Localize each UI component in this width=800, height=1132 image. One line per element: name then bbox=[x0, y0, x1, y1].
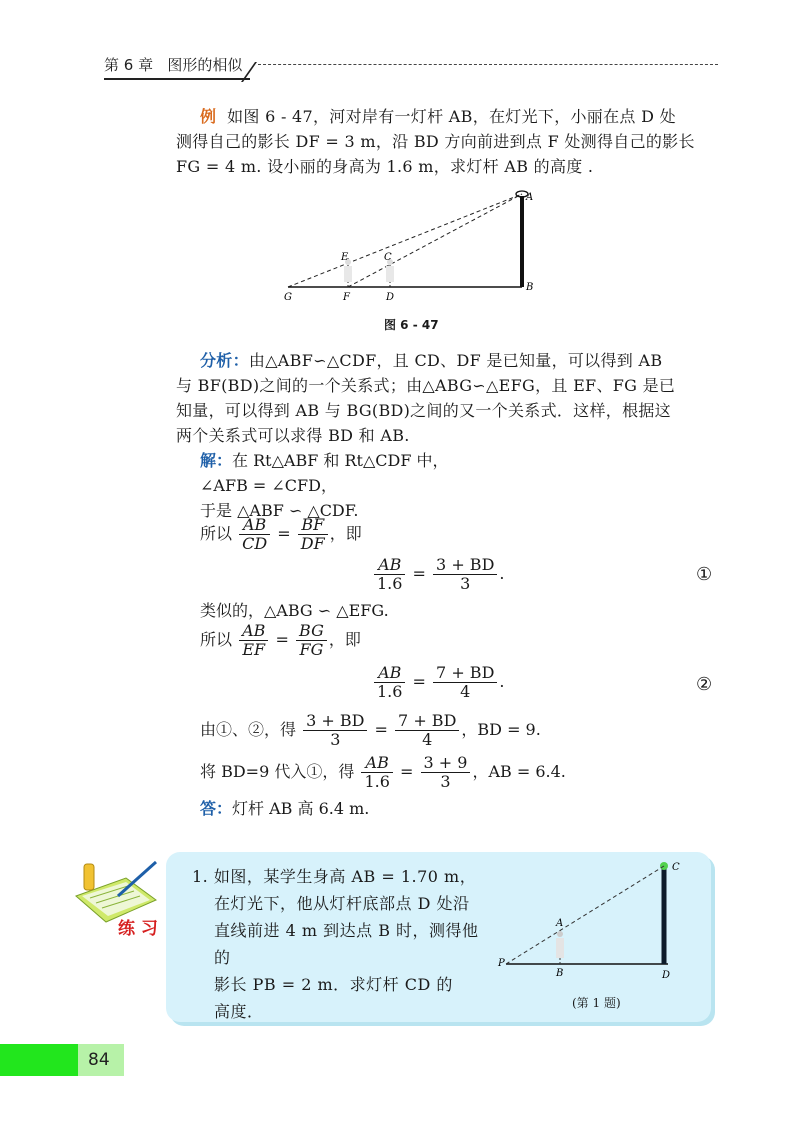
exercise-figure bbox=[496, 858, 686, 980]
ex-light-ray bbox=[506, 866, 664, 964]
solution-label: 解： bbox=[200, 451, 233, 470]
equation-1: $\frac{AB}{1.6}$ = $\frac{3 + BD}{3}$ . bbox=[372, 556, 504, 593]
example-label: 例 bbox=[200, 107, 217, 126]
ratio-line-1: 所以 $\frac{AB}{CD}$ = $\frac{BF}{DF}$ ，即 bbox=[200, 515, 362, 553]
page-tab bbox=[0, 1044, 78, 1076]
label-b: B bbox=[526, 282, 534, 293]
ex-label-p: P bbox=[498, 958, 505, 969]
label-g: G bbox=[284, 292, 292, 303]
chapter-title: 图形的相似 bbox=[167, 56, 243, 74]
example-statement: 例 如图 6 - 47，河对岸有一灯杆 AB，在灯光下，小丽在点 D 处 测得自己的影长 DF = 3 m，沿 BD 方向前进到点 F 处测得自己的影长 FG = 4 m. 设小丽的身高为 1.6 m，求灯杆 AB 的高度 . bbox=[176, 107, 695, 176]
label-d: D bbox=[386, 292, 395, 303]
ex-label-d: D bbox=[662, 970, 671, 980]
equation-3: 由①、②，得 $\frac{3 + BD}{3}$ = $\frac{7 + BD}{4}$ ，BD = 9. bbox=[200, 711, 541, 749]
equation-2: $\frac{AB}{1.6}$ = $\frac{7 + BD}{4}$ . bbox=[372, 664, 504, 701]
analysis-block: 分析：由△ABF∽△CDF，且 CD、DF 是已知量，可以得到 AB 与 BF(BD)之间的一个关系式；由△ABG∽△EFG，且 EF、FG 是已 知量，可以得到 AB 与 BG(BD)之间的又一个关系式．这样，根据这 两个关系式可以求得 BD 和 AB. bbox=[176, 351, 676, 445]
exercise-badge: 练 习 bbox=[118, 919, 158, 939]
equation-marker-2: ② bbox=[696, 674, 713, 695]
label-c: C bbox=[384, 252, 392, 263]
figure-caption: 图 6 - 47 bbox=[384, 318, 439, 332]
header-rule bbox=[104, 78, 250, 80]
answer-label: 答： bbox=[200, 799, 233, 818]
figure-6-47 bbox=[280, 186, 540, 306]
label-e: E bbox=[341, 252, 349, 263]
light-ray-g bbox=[288, 194, 522, 287]
equation-marker-1: ① bbox=[696, 564, 713, 585]
ex-label-c: C bbox=[672, 862, 680, 873]
exercise-1-text: 1. 如图，某学生身高 AB = 1.70 m， 在灯光下，他从灯杆底部点 D 处沿 直线前进 4 m 到达点 B 时，测得他的 影长 PB = 2 m．求灯杆 CD 的 高度． bbox=[192, 867, 479, 1021]
equation-4: 将 BD=9 代入①，得 $\frac{AB}{1.6}$ = $\frac{3 + 9}{3}$ ，AB = 6.4. bbox=[200, 753, 566, 791]
ex-label-a: A bbox=[556, 918, 564, 929]
exercise-caption: (第 1 题) bbox=[572, 996, 621, 1010]
header-dashed-rule bbox=[258, 64, 718, 65]
analysis-label: 分析： bbox=[200, 351, 249, 370]
answer-line: 答：灯杆 AB 高 6.4 m. bbox=[200, 799, 370, 818]
ratio-line-2: 所以 $\frac{AB}{EF}$ = $\frac{BG}{FG}$ ，即 bbox=[200, 621, 361, 659]
running-header bbox=[104, 54, 242, 75]
label-f: F bbox=[343, 292, 350, 303]
ex-person-icon bbox=[556, 931, 564, 958]
page-number: 84 bbox=[88, 1050, 110, 1070]
light-ray-f bbox=[348, 194, 522, 287]
label-a: A bbox=[526, 192, 534, 203]
similar-line: 类似的，△ABG ∽ △EFG. bbox=[200, 601, 389, 620]
ex-label-b: B bbox=[556, 968, 564, 979]
chapter-number: 第 6 章 bbox=[104, 56, 154, 74]
solution-start: 解：在 Rt△ABF 和 Rt△CDF 中， ∠AFB = ∠CFD， 于是 △ABF ∽ △CDF. bbox=[200, 451, 449, 520]
